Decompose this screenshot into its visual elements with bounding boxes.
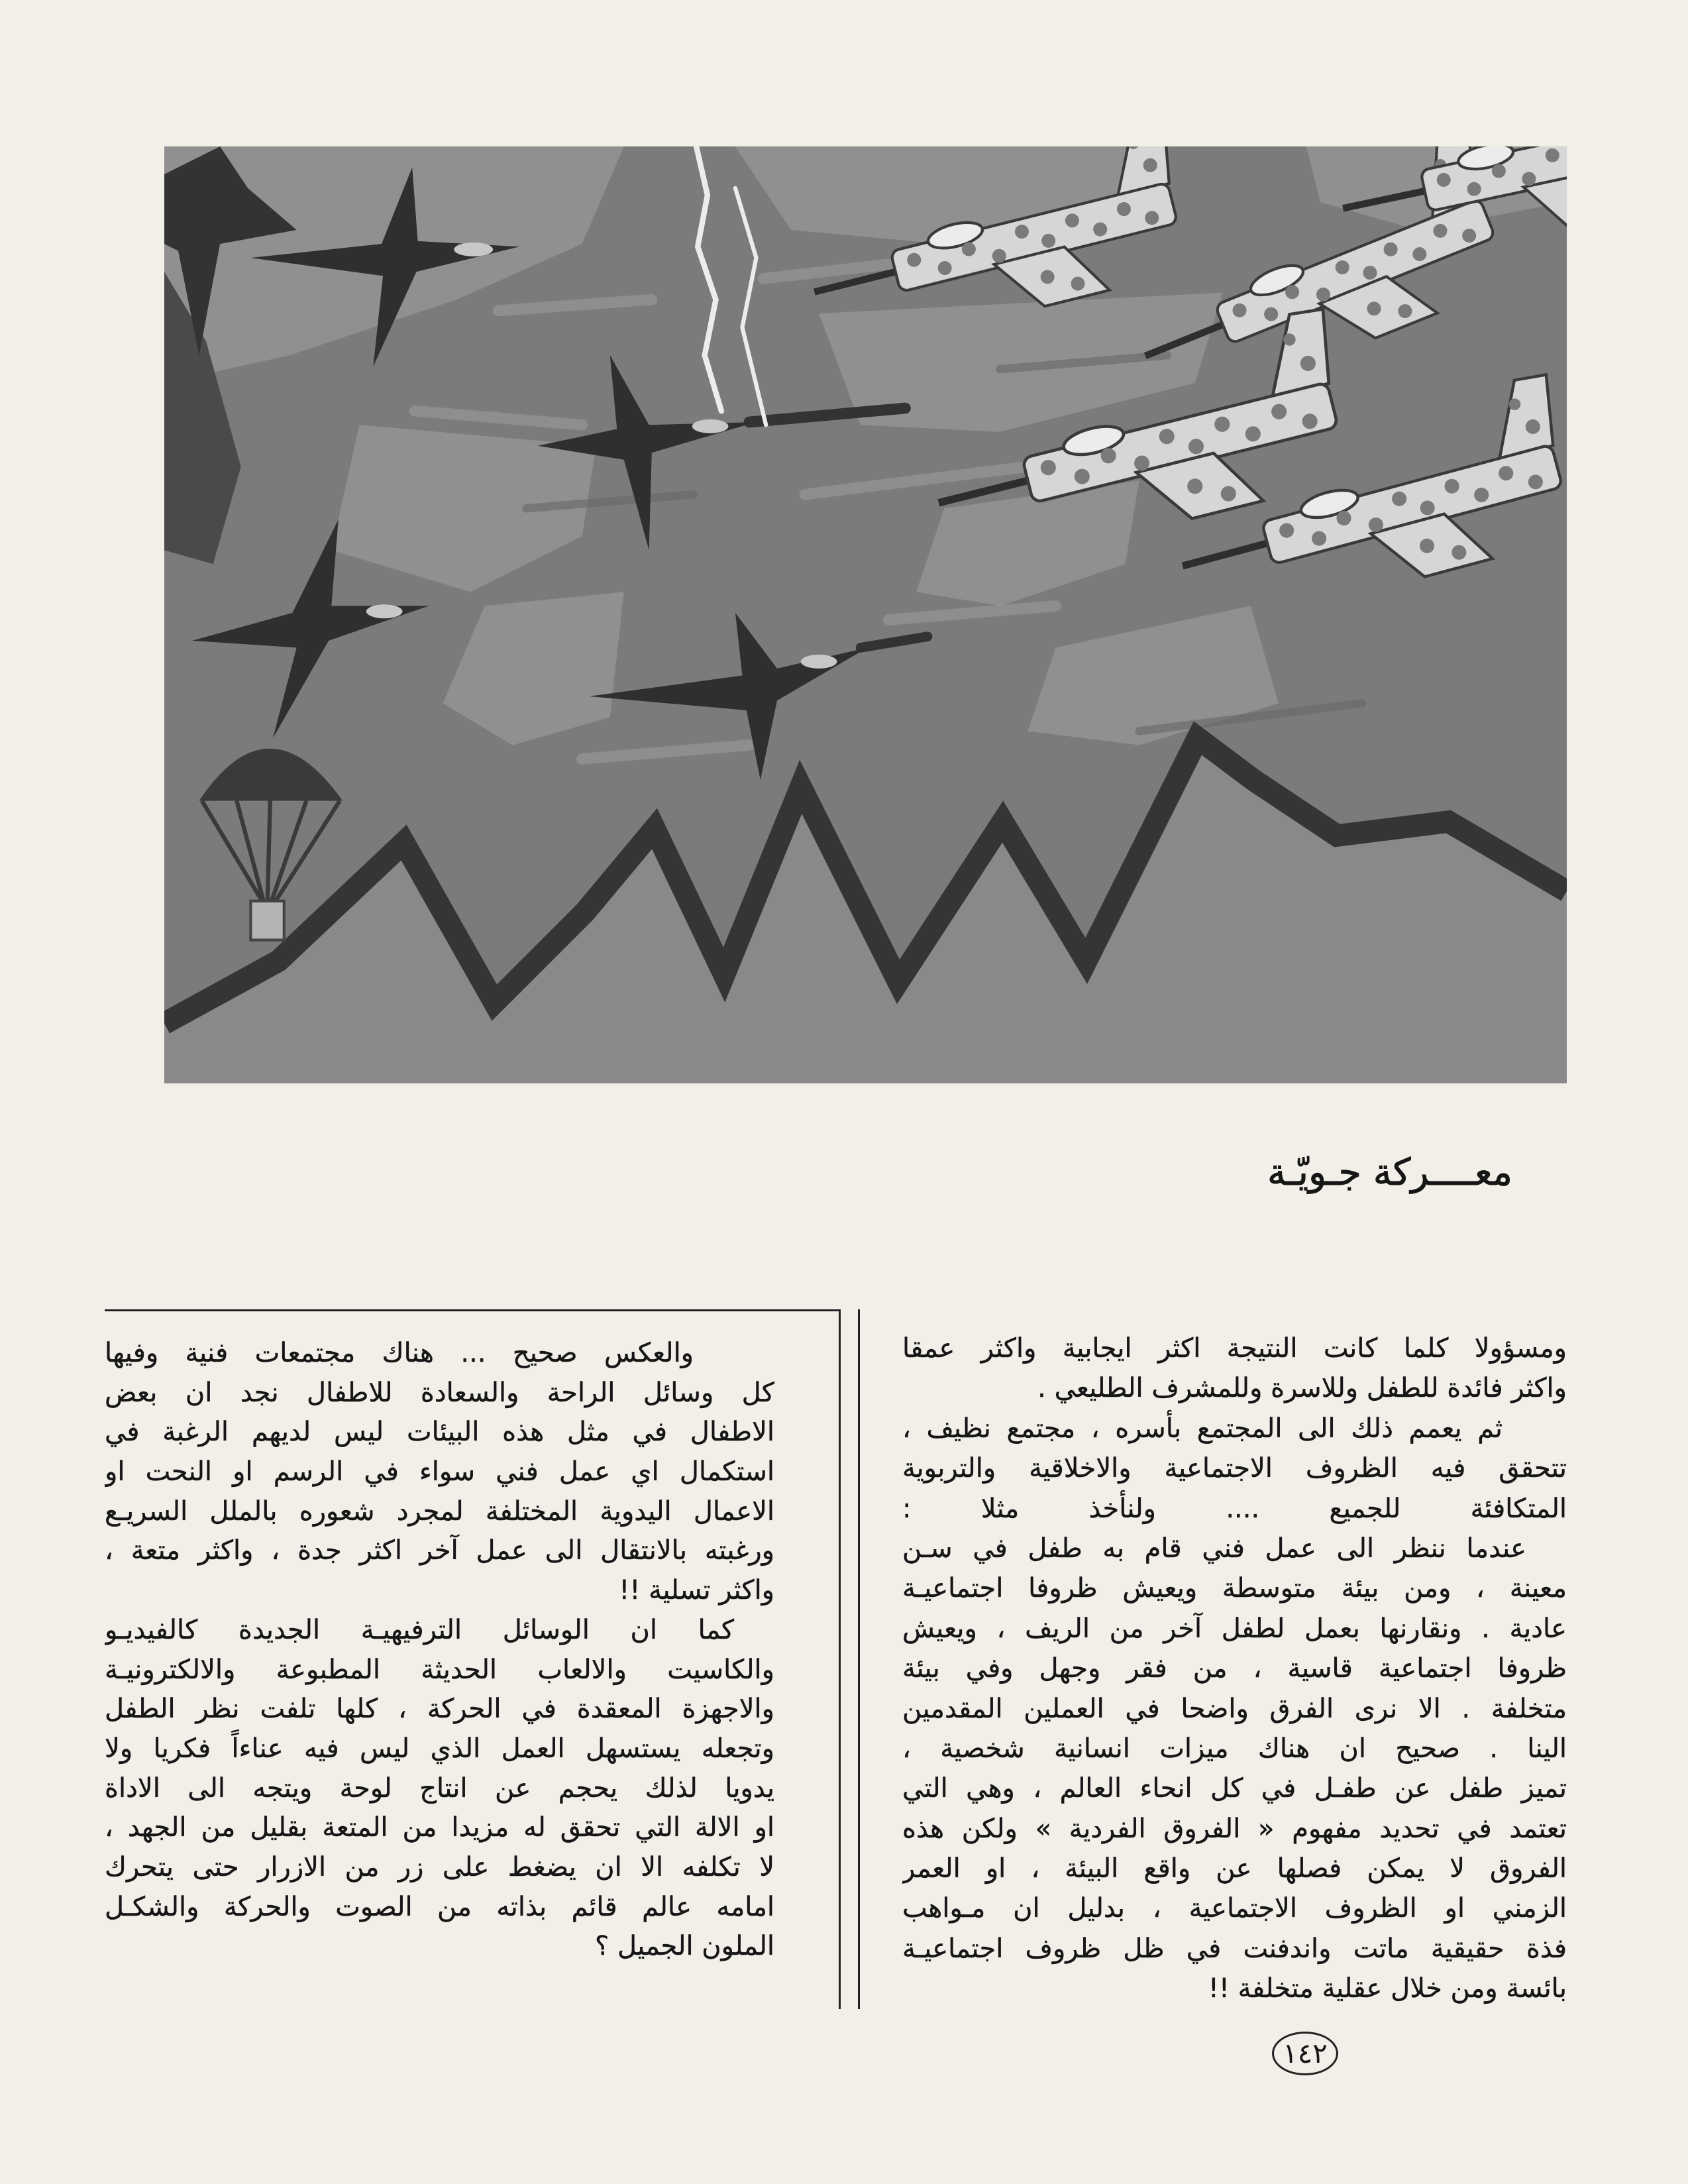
text-line: واكثر تسلية !!: [619, 1575, 774, 1606]
text-line: تتحقق فيه الظروف الاجتماعية والاخلاقية والتربوية: [902, 1453, 1567, 1484]
text-line: فذة حقيقية ماتت واندفنت في ظل ظروف اجتماعيـة: [902, 1933, 1567, 1964]
text-line: او الالة التي تحقق له مزيدا من المتعة بقليل من الجهد ،: [105, 1812, 774, 1843]
text-line: المتكافئة للجميع .... ولنأخذ مثلا :: [902, 1493, 1567, 1524]
photo-caption: معــــركة جـويّـة: [1267, 1151, 1512, 1194]
text-line: والاجهزة المعقدة في الحركة ، كلها تلفت نظر الطفل: [105, 1694, 774, 1725]
text-line: وتجعله يستسهل العمل الذي ليس فيه عناءاً فكريا ولا: [105, 1733, 774, 1764]
text-line: بائسة ومن خلال عقلية متخلفة !!: [1208, 1973, 1567, 2004]
column-divider-rule: [839, 1309, 841, 2009]
text-line: متخلفة . الا نرى الفرق واضحا في العملين المقدمين: [902, 1693, 1567, 1724]
text-line: والكاسيت والالعاب الحديثة المطبوعة والالكترونيـة: [105, 1654, 774, 1685]
text-line: ظروفا اجتماعية قاسية ، من فقر وجهل وفي بيئة: [902, 1653, 1567, 1684]
text-line: الاطفال في مثل هذه البيئات ليس لديهم الرغبة في: [105, 1417, 774, 1448]
column-divider-rule: [858, 1309, 860, 2009]
page-number: ١٤٢: [1272, 2032, 1338, 2075]
text-line: والعكس صحيح ... هناك مجتمعات فنية وفيها: [105, 1338, 694, 1368]
text-line: استكمال اي عمل فني سواء في الرسم او النحت او: [105, 1456, 774, 1488]
text-line: الزمني او الظروف الاجتماعية ، بدليل ان مـواهب: [902, 1893, 1567, 1924]
text-line: تعتمد في تحديد مفهوم « الفروق الفردية » ولكن هذه: [902, 1813, 1567, 1844]
text-line: ثم يعمم ذلك الى المجتمع بأسره ، مجتمع نظيف ،: [902, 1413, 1503, 1444]
text-line: امامه عالم قائم بذاته من الصوت والحركة والشكـل: [105, 1891, 774, 1922]
text-line: كما ان الوسائل الترفيهيـة الجديدة كالفيديـو: [105, 1614, 734, 1645]
column-right: [902, 1329, 1567, 2009]
text-line: معينة ، ومن بيئة متوسطة ويعيش ظروفا اجتماعيـة: [902, 1573, 1567, 1604]
air-battle-painting: [164, 146, 1567, 1083]
text-line: كل وسائل الراحة والسعادة للاطفال نجد ان بعض: [105, 1377, 774, 1408]
text-line: تميز طفل عن طفـل في كل انحاء العالم ، وهي التي: [902, 1773, 1567, 1804]
text-line: ورغبته بالانتقال الى عمل آخر اكثر جدة ، واكثر متعة ،: [105, 1535, 774, 1566]
text-line: الملون الجميل ؟: [595, 1931, 774, 1962]
text-line: يدويا لذلك يحجم عن انتاج لوحة ويتجه الى الاداة: [105, 1773, 774, 1804]
text-line: ومسؤولا كلما كانت النتيجة اكثر ايجابية واكثر عمقا: [902, 1333, 1567, 1364]
text-line: عادية . ونقارنها بعمل لطفل آخر من الريف ، ويعيش: [902, 1613, 1567, 1644]
column-top-rule: [105, 1309, 841, 1311]
artwork-photo: [164, 146, 1567, 1083]
text-line: الفروق لا يمكن فصلها عن واقع البيئة ، او العمر: [902, 1853, 1567, 1884]
text-line: الينا . صحيح ان هناك ميزات انسانية شخصية ،: [902, 1733, 1567, 1764]
column-left: [105, 1334, 774, 1967]
text-line: واكثر فائدة للطفل وللاسرة وللمشرف الطليعي .: [1037, 1373, 1567, 1404]
text-line: لا تكلفه الا ان يضغط على زر من الازرار حتى يتحرك: [105, 1851, 774, 1883]
text-line: الاعمال اليدوية المختلفة لمجرد شعوره بالملل السريـع: [105, 1496, 774, 1527]
text-line: عندما ننظر الى عمل فني قام به طفل في سـن: [902, 1533, 1526, 1564]
